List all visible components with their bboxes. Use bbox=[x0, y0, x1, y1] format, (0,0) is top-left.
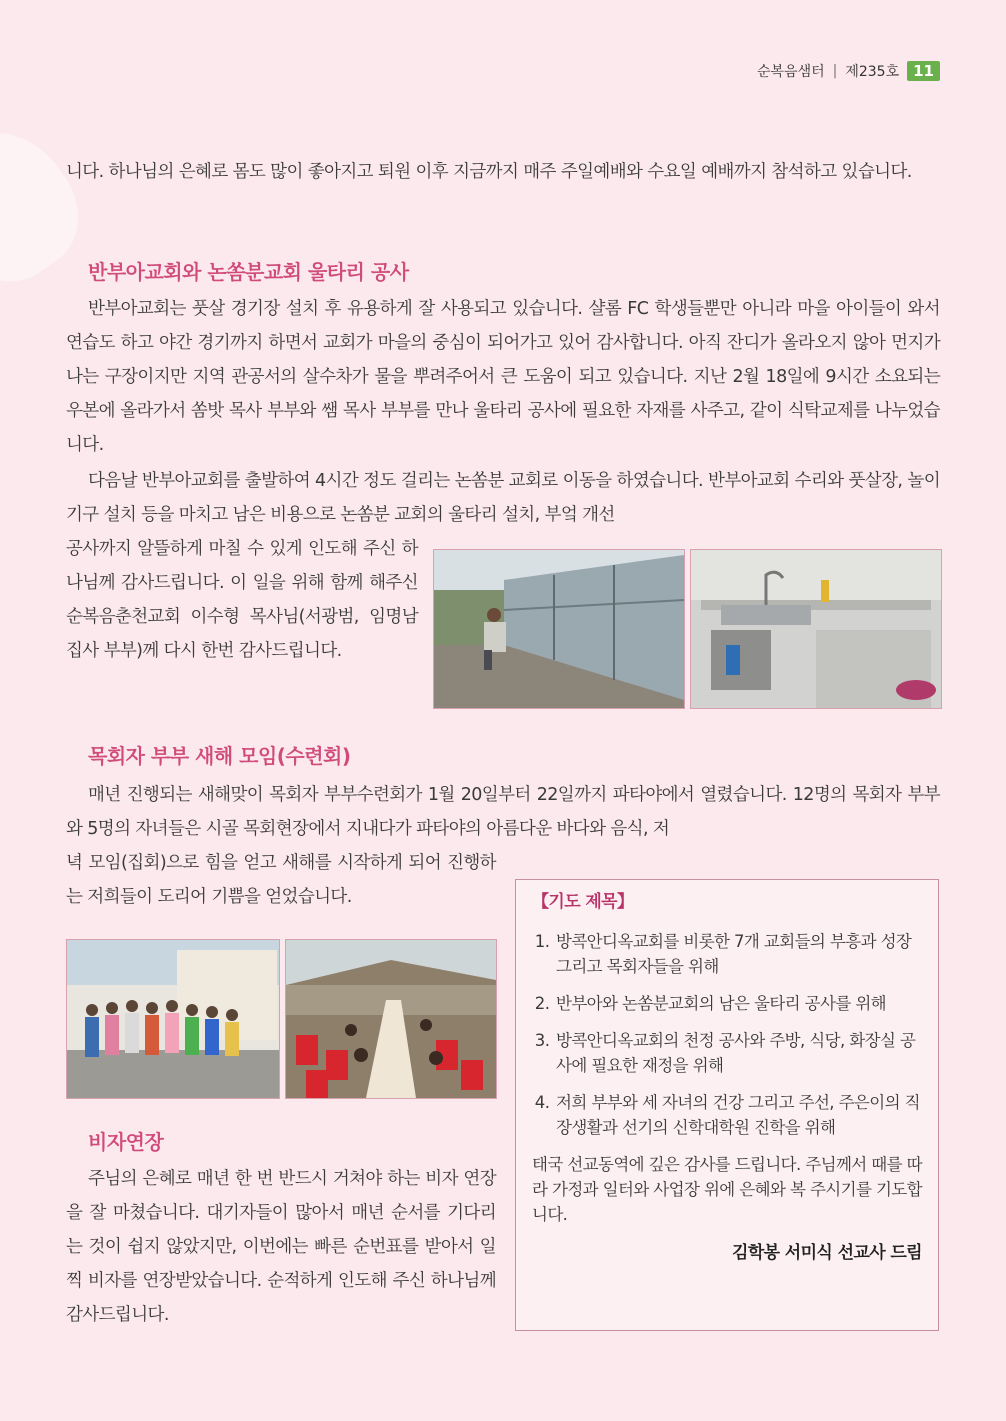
page-header bbox=[757, 60, 940, 82]
dinner-photo bbox=[285, 939, 497, 1099]
prayer-item: 1. 방콕안디옥교회를 비롯한 7개 교회들의 부흥과 성장 그리고 목회자들을 위해 bbox=[554, 929, 922, 979]
kitchen-sink-photo bbox=[690, 549, 942, 709]
header-separator: | bbox=[832, 63, 838, 79]
prayer-item: 4. 저희 부부와 세 자녀의 건강 그리고 주선, 주은이의 직장생활과 선기의 신학대학원 진학을 위해 bbox=[554, 1090, 922, 1140]
magazine-name: 순복음샘터 bbox=[757, 64, 825, 80]
section3-paragraph: 주님의 은혜로 매년 한 번 반드시 거쳐야 하는 비자 연장을 잘 마쳤습니다. 대기자들이 많아서 매년 순서를 기다리는 것이 쉽지 않았지만, 이번에는 빠른 순번표를 받아서 일찍 비자를 연장받았습니다. 순적하게 인도해 주신 하나님께 감사드립니다. bbox=[66, 1169, 496, 1325]
prayer-list bbox=[532, 929, 922, 1140]
issue-number: 제235호 bbox=[845, 64, 900, 80]
prayer-item: 3. 방콕안디옥교회의 천정 공사와 주방, 식당, 화장실 공사에 필요한 재정을 위해 bbox=[554, 1028, 922, 1078]
section2-paragraph1: 매년 진행되는 새해맞이 목회자 부부수련회가 1월 20일부터 22일까지 파타야에서 열렸습니다. 12명의 목회자 부부와 5명의 자녀들은 시골 목회현장에서 지내다가 파타야의 아름다운 바다와 음식, 저 bbox=[66, 785, 940, 839]
section-heading-retreat: 목회자 부부 새해 모임(수련회) bbox=[88, 744, 351, 768]
section1-paragraph2a: 다음날 반부아교회를 출발하여 4시간 정도 걸리는 논쏨분 교회로 이동을 하였습니다. 반부아교회 수리와 풋살장, 놀이기구 설치 등을 마치고 남은 비용으로 논쏨분 교회의 울타리 설치, 부엌 개선 bbox=[66, 471, 940, 525]
prayer-title: 【기도 제목】 bbox=[532, 892, 634, 912]
intro-paragraph: 니다. 하나님의 은혜로 몸도 많이 좋아지고 퇴원 이후 지금까지 매주 주일예배와 수요일 예배까지 참석하고 있습니다. bbox=[66, 162, 912, 182]
section1-paragraph1: 반부아교회는 풋살 경기장 설치 후 유용하게 잘 사용되고 있습니다. 샬롬 FC 학생들뿐만 아니라 마을 아이들이 와서 연습도 하고 야간 경기까지 하면서 교회가 마을의 중심이 되어가고 있어 감사합니다. 아직 잔디가 올라오지 않아 먼지가 나는 구장이지만 지역 관공서의 살수차가 물을 뿌려주어서 큰 도움이 되고 있습니다. 지난 2월 18일에 9시간 소요되는 우본에 올라가서 쏨밧 목사 부부와 쌤 목사 부부를 만나 울타리 공사에 필요한 자재를 사주고, 같이 식탁교제를 나누었습니다. bbox=[66, 299, 940, 455]
page-number: 11 bbox=[907, 61, 940, 81]
prayer-item: 2. 반부아와 논쏨분교회의 남은 울타리 공사를 위해 bbox=[554, 991, 922, 1016]
heart-decoration bbox=[0, 106, 101, 303]
fence-construction-photo bbox=[433, 549, 685, 709]
prayer-closing: 태국 선교동역에 깊은 감사를 드립니다. 주님께서 때를 따라 가정과 일터와 사업장 위에 은혜와 복 주시기를 기도합니다. bbox=[532, 1155, 922, 1224]
section2-paragraph2: 녁 모임(집회)으로 힘을 얻고 새해를 시작하게 되어 진행하는 저희들이 도리어 기쁨을 얻었습니다. bbox=[66, 853, 496, 907]
prayer-requests-box bbox=[515, 879, 939, 1331]
section1-paragraph2b: 공사까지 알뜰하게 마칠 수 있게 인도해 주신 하나님께 감사드립니다. 이 일을 위해 함께 해주신 순복음춘천교회 이수형 목사님(서광범, 임명남 집사 부부)께 다시 한번 감사드립니다. bbox=[66, 539, 418, 661]
section-heading-fence: 반부아교회와 논쏨분교회 울타리 공사 bbox=[88, 260, 409, 284]
signature: 김학봉 서미식 선교사 드림 bbox=[732, 1243, 922, 1263]
section-heading-visa: 비자연장 bbox=[88, 1130, 164, 1154]
group-photo bbox=[66, 939, 280, 1099]
